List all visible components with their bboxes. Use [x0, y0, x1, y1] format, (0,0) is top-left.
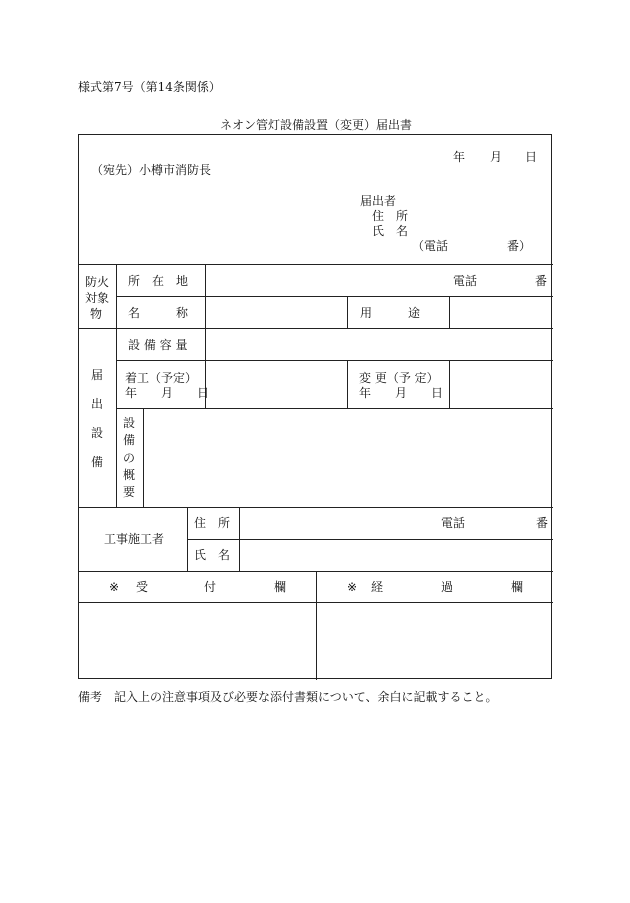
notifier-name: 氏 名 — [372, 224, 409, 238]
equipment-label-1: 届 — [91, 368, 104, 382]
contractor-phone: 電話 — [441, 516, 466, 530]
date-day: 日 — [525, 150, 538, 164]
fire-target-label-1: 防火 — [85, 275, 110, 289]
name-label: 名 称 — [128, 306, 189, 320]
notifier-address: 住 所 — [372, 209, 409, 223]
date-year: 年 — [453, 150, 466, 164]
fire-target-label-3: 物 — [90, 307, 103, 321]
capacity-label: 設 備 容 量 — [128, 338, 188, 352]
progress-char-1: 経 — [371, 580, 384, 594]
progress-char-3: 欄 — [511, 580, 524, 594]
notifier-label: 届出者 — [360, 194, 397, 208]
receipt-mark: ※ — [109, 580, 120, 594]
contractor-ban: 番 — [536, 516, 549, 530]
overview-char-1: 設 — [123, 416, 136, 430]
notification-form — [78, 134, 552, 679]
contractor-address: 住 所 — [194, 516, 231, 530]
overview-char-4: 概 — [123, 468, 136, 482]
addressee: （宛先）小樽市消防長 — [91, 163, 212, 177]
equipment-label-2: 出 — [91, 397, 104, 411]
overview-char-5: 要 — [123, 485, 136, 499]
equipment-label-4: 備 — [91, 455, 104, 469]
contractor-label: 工事施工者 — [104, 532, 165, 546]
location-label: 所 在 地 — [128, 274, 189, 288]
receipt-char-1: 受 — [136, 580, 149, 594]
progress-char-2: 過 — [441, 580, 454, 594]
location-phone: 電話 — [453, 274, 478, 288]
progress-mark: ※ — [347, 580, 358, 594]
form-number: 様式第7号（第14条関係） — [78, 80, 221, 94]
notifier-phone-open: （電話 — [412, 239, 449, 253]
contractor-name: 氏 名 — [194, 548, 231, 562]
overview-char-2: 備 — [123, 433, 136, 447]
start-label: 着工（予定） — [125, 371, 198, 385]
overview-char-3: の — [123, 451, 136, 465]
receipt-char-2: 付 — [204, 580, 217, 594]
fire-target-label-2: 対象 — [85, 291, 110, 305]
usage-label: 用 途 — [360, 306, 421, 320]
location-ban: 番 — [535, 274, 548, 288]
notifier-phone-close: 番） — [507, 239, 532, 253]
change-date: 年 月 日 — [359, 386, 444, 400]
date-month: 月 — [490, 150, 503, 164]
change-label: 変 更（予 定） — [359, 371, 439, 385]
form-title: ネオン管灯設備設置（変更）届出書 — [220, 118, 413, 132]
equipment-label-3: 設 — [91, 426, 104, 440]
note: 備考 記入上の注意事項及び必要な添付書類について、余白に記載すること。 — [78, 690, 498, 704]
start-date: 年 月 日 — [125, 386, 210, 400]
receipt-char-3: 欄 — [274, 580, 287, 594]
